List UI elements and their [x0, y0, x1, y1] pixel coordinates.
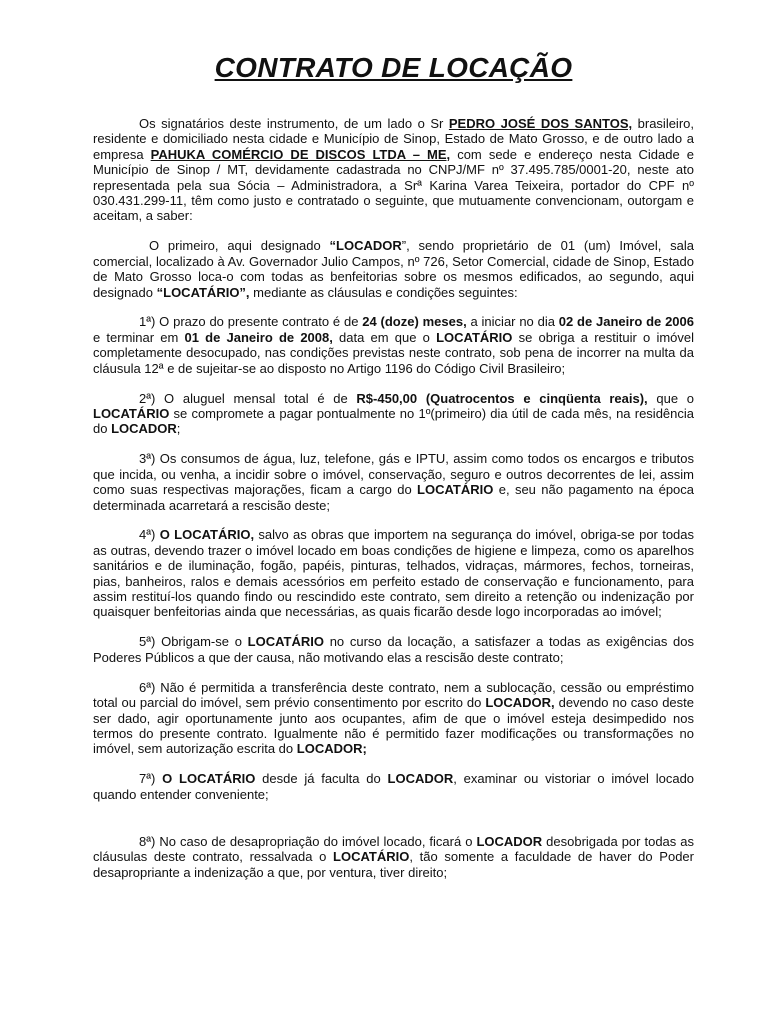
text-run: Os signatários deste instrumento, de um lado o Sr	[139, 116, 449, 131]
text-run: desde já faculta do	[255, 771, 388, 787]
bold-text-run: LOCADOR	[387, 771, 454, 787]
text-run: 5ª) Obrigam-se o	[139, 634, 248, 650]
clause-paragraph	[93, 680, 694, 757]
clause-paragraph	[93, 451, 694, 513]
text-run: 6ª) Não é permitida a transferência deste contrato, nem a sublocação, cessão ou empréstimo total ou parcial do imóvel, sem prévio consentimento por escrito do	[93, 679, 694, 711]
text-run: brasileiro, residente e domiciliado nesta cidade e Município de Sinop, Estado de Mato Grosso, e de outro lado a empresa	[93, 116, 694, 162]
text-run: no curso da locação, a satisfazer a todas as exigências dos Poderes Públicos a que der causa, não motivando elas a rescisão deste contrato;	[93, 634, 695, 665]
bold-text-run: LOCATÁRIO	[417, 482, 494, 498]
text-run: , tão somente a faculdade de haver do Poder desapropriante a indenização a que, por ventura, tiver direito;	[93, 849, 694, 880]
clause-paragraph	[93, 771, 694, 802]
text-run: 4ª)	[139, 527, 160, 543]
text-run: salvo as obras que importem na segurança do imóvel, obriga-se por todas as outras, devendo trazer o imóvel locado em boas condições de higiene e limpeza, como os aparelhos sanitários e de iluminação, fogão, papéis, pinturas, telhados, vidraças, mármores, fechos, torneiras, pias, banheiros, ralos e demais acessórios em perfeito estado de conservação e funcionamento, para assim restituí-los quando findo ou rescindido este contrato, sem direito a retenção ou indenização por quaisquer benfeitorias ainda que necessárias, as quais ficarão desde logo incorporadas ao imóvel;	[93, 527, 695, 620]
bold-text-run: “LOCATÁRIO”,	[156, 284, 250, 300]
clause-paragraph	[93, 314, 694, 376]
bold-text-run: PAHUKA COMÉRCIO DE DISCOS LTDA – ME,	[150, 146, 451, 162]
clause-paragraph	[93, 391, 694, 437]
bold-text-run: LOCADOR;	[296, 741, 367, 757]
bold-text-run: 02 de Janeiro de 2006	[558, 314, 694, 330]
text-run: , examinar ou vistoriar o imóvel locado quando entender conveniente;	[93, 771, 695, 802]
text-run: ;	[176, 421, 181, 437]
bold-text-run: LOCATÁRIO	[247, 634, 324, 650]
text-run: desobrigada por todas as cláusulas deste contrato, ressalvada o	[93, 834, 695, 865]
clause-paragraph	[93, 116, 694, 224]
text-run: 8ª) No caso de desapropriação do imóvel locado, ficará o	[139, 834, 477, 850]
bold-text-run: LOCATÁRIO	[436, 329, 513, 345]
bold-text-run: 01 de Janeiro de 2008,	[184, 329, 333, 345]
bold-text-run: LOCADOR	[111, 421, 177, 437]
bold-text-run: PEDRO JOSÉ DOS SANTOS,	[448, 116, 633, 131]
bold-text-run: LOCATÁRIO	[93, 406, 170, 421]
clause-paragraph	[93, 527, 694, 619]
bold-text-run: LOCATÁRIO	[333, 849, 410, 865]
text-run: e, seu não pagamento na época determinada acarretará a rescisão deste;	[93, 482, 695, 513]
bold-text-run: 24 (doze) meses,	[362, 314, 467, 330]
text-run: 3ª) Os consumos de água, luz, telefone, gás e IPTU, assim como todos os encargos e tributos que incida, ou venha, a incidir sobre o imóvel, conservação, seguro e outros decorrentes de lei, assim como suas respectivas majorações, ficam a cargo do	[93, 451, 694, 498]
text-run: O primeiro, aqui designado	[149, 238, 330, 254]
document-body	[93, 116, 694, 880]
clause-paragraph	[93, 634, 694, 665]
bold-text-run: O LOCATÁRIO,	[159, 527, 255, 543]
clause-paragraph	[93, 238, 694, 300]
text-run: se compromete a pagar pontualmente no 1º(primeiro) dia útil de cada mês, na residência do	[93, 406, 694, 437]
text-run: a iniciar no dia	[466, 314, 559, 330]
bold-text-run: LOCADOR,	[485, 695, 555, 711]
text-run: ”, sendo proprietário de 01 (um) Imóvel, sala comercial, localizado à Av. Governador Julio Campos, nº 726, Setor Comercial, cidade de Sinop, Estado de Mato Grosso loca-o com todas as benfeitorias sobre os mesmos edificados, ao segundo, aqui designado	[93, 238, 694, 300]
text-run: 2ª) O aluguel mensal total é de	[139, 390, 357, 406]
text-run: mediante as cláusulas e condições seguintes:	[249, 284, 518, 300]
bold-text-run: O LOCATÁRIO	[162, 771, 256, 787]
text-run: 1ª) O prazo do presente contrato é de	[139, 314, 363, 330]
clause-paragraph	[93, 834, 694, 880]
document-title: CONTRATO DE LOCAÇÃO	[214, 52, 573, 83]
bold-text-run: R$-450,00 (Quatrocentos e cinqüenta reais),	[356, 390, 648, 406]
text-run: se obriga a restituir o imóvel completamente desocupado, nas condições previstas neste contrato, sob pena de incorrer na multa da cláusula 12ª e de sujeitar-se ao disposto no Artigo 1196 do Código Civil Brasileiro;	[93, 329, 695, 376]
text-run: data em que o	[332, 329, 437, 345]
text-run: e terminar em	[93, 329, 185, 345]
text-run: devendo no caso deste ser dado, agir oportunamente junto aos ocupantes, afim de que o imóvel esteja desimpedido nos termos do presente contrato. Igualmente não é permitido fazer modificações ou transformações no imóvel, sem autorização escrita do	[93, 695, 694, 757]
bold-text-run: LOCADOR	[476, 834, 543, 850]
bold-text-run: “LOCADOR	[329, 238, 402, 254]
text-run: que o	[647, 390, 694, 406]
text-run: 7ª)	[139, 771, 163, 787]
text-run: com sede e endereço nesta Cidade e Município de Sinop / MT, devidamente cadastrada no CNPJ/MF nº 37.495.785/0001-20, neste ato representada pela sua Sócia – Administradora, a Srª Karina Varea Teixeira, portador do CPF nº 030.431.299-11, têm como justo e contratado o seguinte, que mutuamente convencionam, outorgam e aceitam, a saber:	[93, 146, 694, 224]
